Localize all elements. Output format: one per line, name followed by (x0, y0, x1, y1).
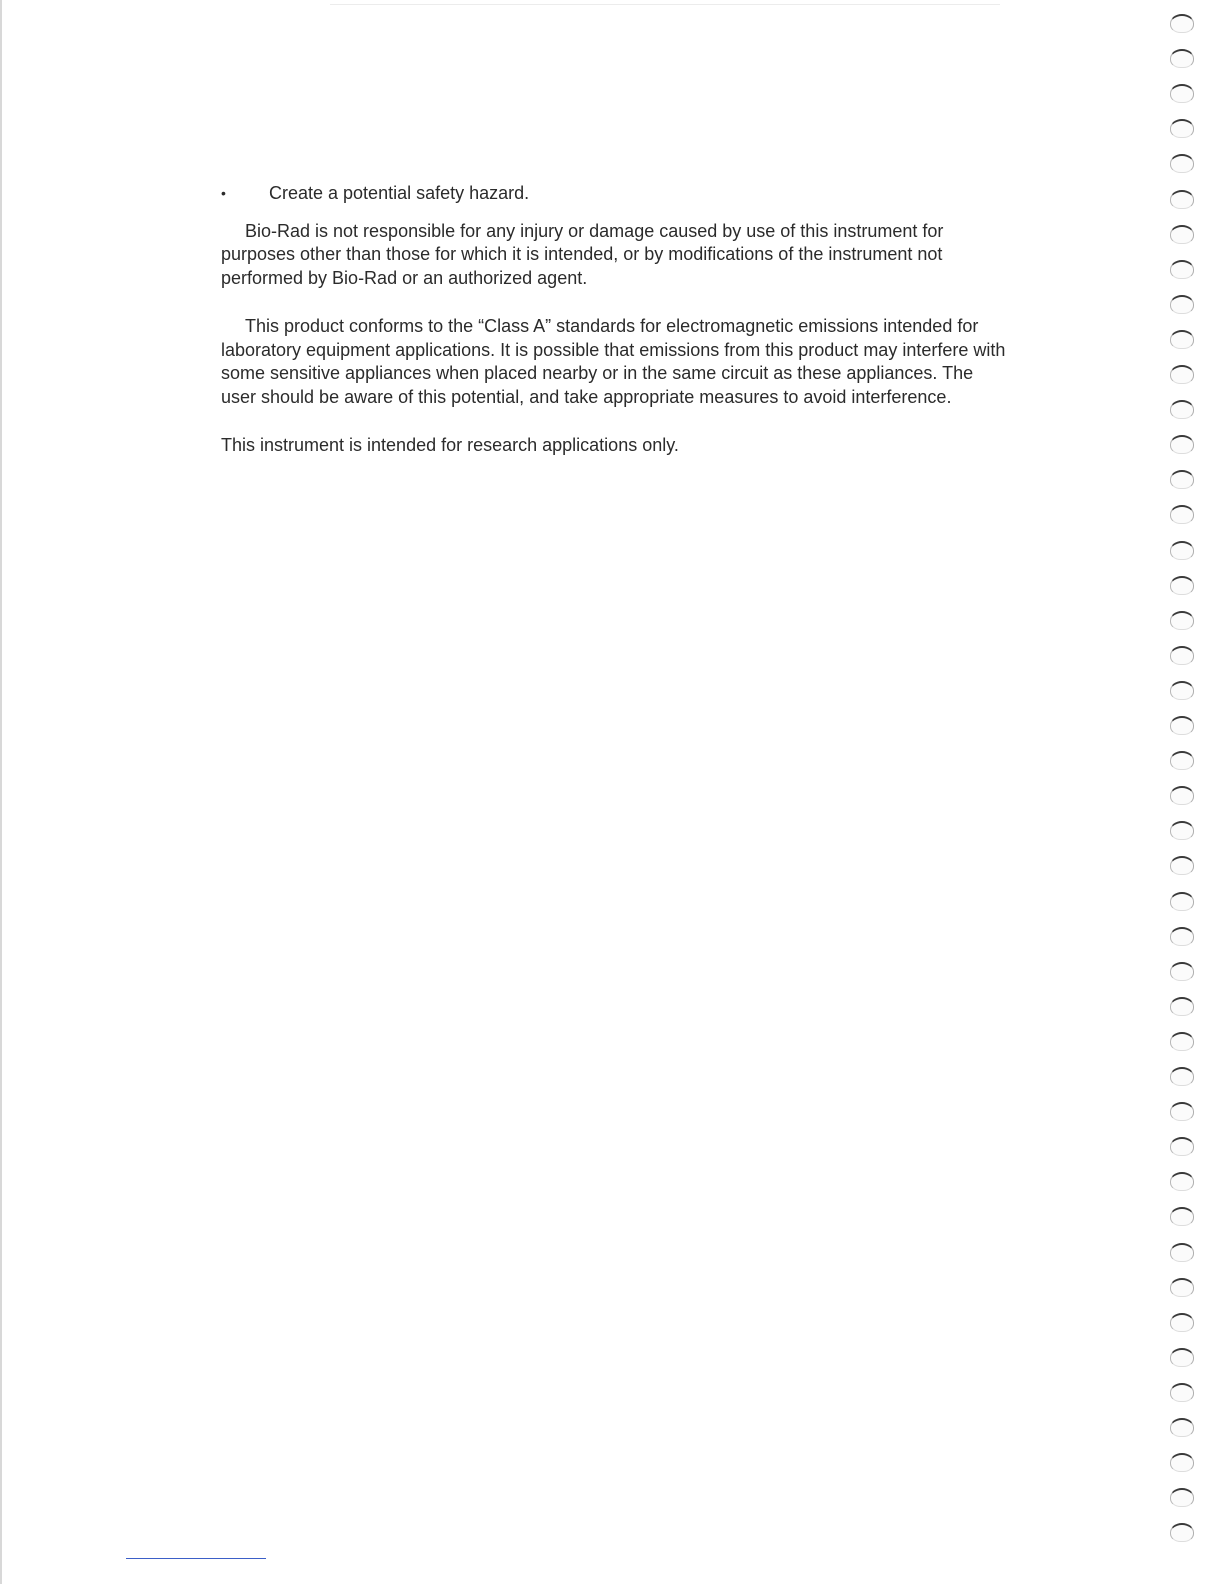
research-use-paragraph: This instrument is intended for research applications only. (221, 435, 679, 455)
binding-hole (1170, 997, 1194, 1016)
binding-hole (1170, 14, 1194, 33)
binding-hole (1170, 400, 1194, 419)
binding-hole (1170, 505, 1194, 524)
binding-hole (1170, 856, 1194, 875)
page-left-edge (0, 0, 2, 1584)
emissions-paragraph: This product conforms to the “Class A” standards for electromagnetic emissions intended for laboratory equipment applications. It is possible that emissions from this product may interfere with some sensitive appliances when placed nearby or in the same circuit as these appliances. The user should be aware of this potential, and take appropriate measures to avoid interference. (221, 316, 1006, 407)
binding-hole (1170, 154, 1194, 173)
binding-hole (1170, 927, 1194, 946)
binding-hole (1170, 49, 1194, 68)
spiral-binding (1164, 0, 1224, 1584)
binding-hole (1170, 541, 1194, 560)
page-top-fold (330, 4, 1000, 5)
binding-hole (1170, 1383, 1194, 1402)
binding-hole (1170, 1348, 1194, 1367)
binding-hole (1170, 1137, 1194, 1156)
binding-hole (1170, 1488, 1194, 1507)
binding-hole (1170, 1067, 1194, 1086)
binding-hole (1170, 962, 1194, 981)
binding-hole (1170, 1032, 1194, 1051)
binding-hole (1170, 435, 1194, 454)
binding-hole (1170, 470, 1194, 489)
binding-hole (1170, 84, 1194, 103)
binding-hole (1170, 1172, 1194, 1191)
binding-hole (1170, 1243, 1194, 1262)
binding-hole (1170, 1207, 1194, 1226)
binding-hole (1170, 295, 1194, 314)
binding-hole (1170, 1278, 1194, 1297)
binding-hole (1170, 646, 1194, 665)
binding-hole (1170, 1523, 1194, 1542)
binding-hole (1170, 716, 1194, 735)
binding-hole (1170, 260, 1194, 279)
binding-hole (1170, 681, 1194, 700)
binding-hole (1170, 1313, 1194, 1332)
binding-hole (1170, 576, 1194, 595)
binding-hole (1170, 751, 1194, 770)
page-body (221, 182, 1011, 483)
bullet-dot: • (221, 185, 226, 201)
disclaimer-paragraph: Bio-Rad is not responsible for any injury or damage caused by use of this instrument for purposes other than those for which it is intended, or by modifications of the instrument not performed by Bio-Rad or an authorized agent. (221, 220, 944, 288)
binding-hole (1170, 365, 1194, 384)
binding-hole (1170, 611, 1194, 630)
binding-hole (1170, 1418, 1194, 1437)
bullet-text: Create a potential safety hazard. (269, 183, 530, 203)
binding-hole (1170, 786, 1194, 805)
binding-hole (1170, 119, 1194, 138)
binding-hole (1170, 821, 1194, 840)
binding-hole (1170, 330, 1194, 349)
binding-hole (1170, 1102, 1194, 1121)
binding-hole (1170, 892, 1194, 911)
binding-hole (1170, 225, 1194, 244)
binding-hole (1170, 1453, 1194, 1472)
binding-hole (1170, 190, 1194, 209)
bullet-item (221, 182, 1011, 206)
footer-rule (126, 1558, 266, 1559)
